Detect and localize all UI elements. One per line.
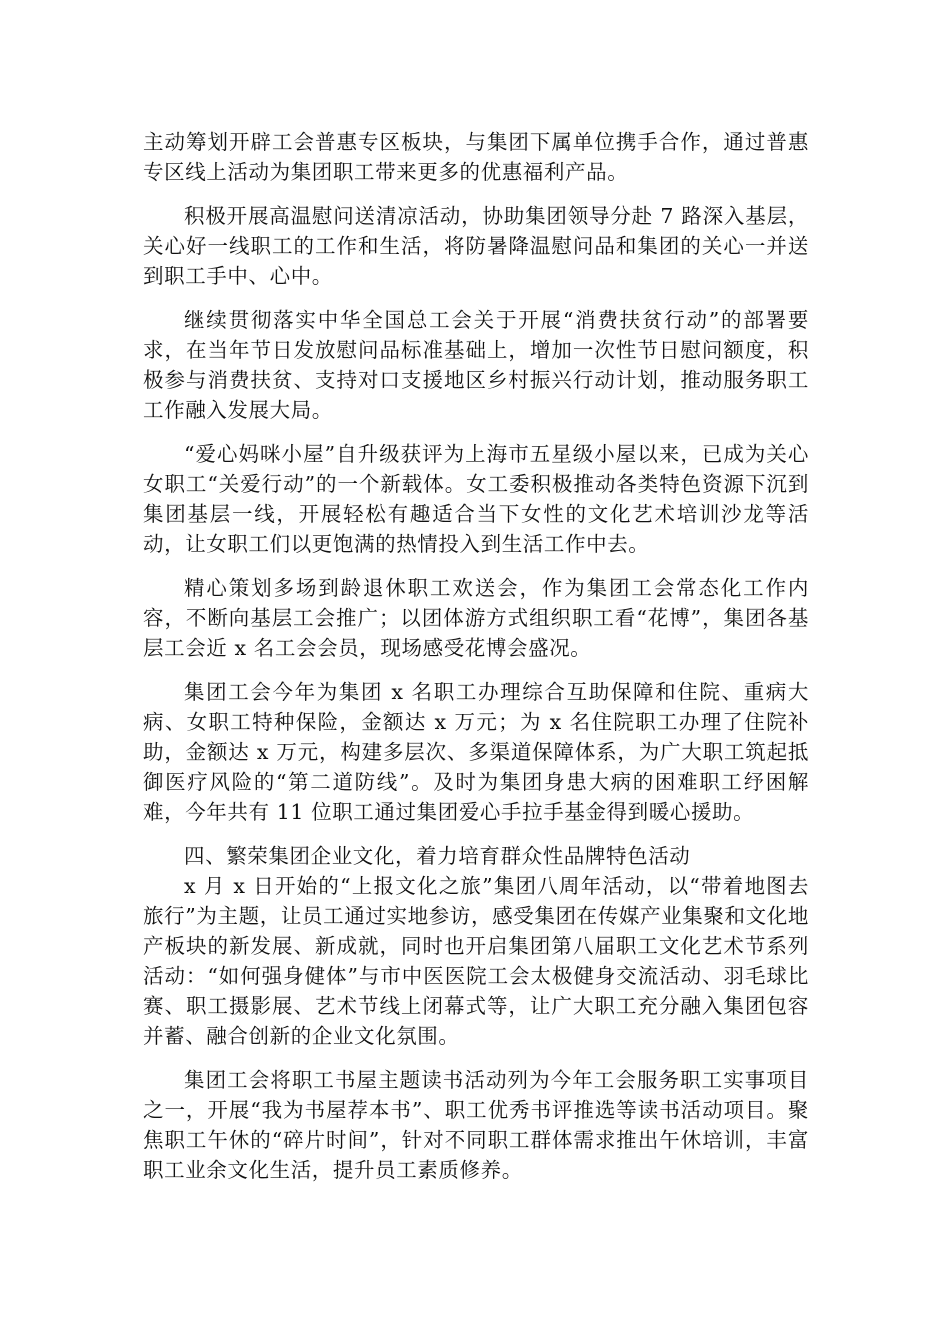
paragraph-3: 继续贯彻落实中华全国总工会关于开展“消费扶贫行动”的部署要求，在当年节日发放慰问品标准基础上，增加一次性节日慰问额度，积极参与消费扶贫、支持对口支援地区乡村振兴行动计划，推动服务职工工作融入发展大局。 (143, 308, 809, 422)
paragraph-6: 集团工会今年为集团 x 名职工办理综合互助保障和住院、重病大病、女职工特种保险，金额达 x 万元；为 x 名住院职工办理了住院补助，金额达 x 万元，构建多层次、多渠道保障体系，为广大职工筑起抵御医疗风险的“第二道防线”。及时为集团身患大病的困难职工纾困解难，今年共有 11 位职工通过集团爱心手拉手基金得到暖心援助。 (143, 680, 809, 824)
paragraph-2: 积极开展高温慰问送清凉活动，协助集团领导分赴 7 路深入基层，关心好一线职工的工作和生活，将防暑降温慰问品和集团的关心一并送到职工手中、心中。 (143, 204, 809, 288)
paragraph-5: 精心策划多场到龄退休职工欢送会，作为集团工会常态化工作内容，不断向基层工会推广；以团体游方式组织职工看“花博”，集团各基层工会近 x 名工会会员，现场感受花博会盛况。 (143, 576, 809, 660)
document-body (143, 127, 809, 1199)
paragraph-1: 主动筹划开辟工会普惠专区板块，与集团下属单位携手合作，通过普惠专区线上活动为集团职工带来更多的优惠福利产品。 (143, 130, 809, 184)
section-heading: 四、繁荣集团企业文化，着力培育群众性品牌特色活动 (184, 844, 691, 868)
paragraph-7: x 月 x 日开始的“上报文化之旅”集团八周年活动，以“带着地图去旅行”为主题，让员工通过实地参访，感受集团在传媒产业集聚和文化地产板块的新发展、新成就，同时也开启集团第八届职工文化艺术节系列活动：“如何强身健体”与市中医医院工会太极健身交流活动、羽毛球比赛、职工摄影展、艺术节线上闭幕式等，让广大职工充分融入集团包容并蓄、融合创新的企业文化氛围。 (143, 874, 809, 1048)
paragraph-8: 集团工会将职工书屋主题读书活动列为今年工会服务职工实事项目之一，开展“我为书屋荐本书”、职工优秀书评推选等读书活动项目。聚焦职工午休的“碎片时间”，针对不同职工群体需求推出午休培训，丰富职工业余文化生活，提升员工素质修养。 (143, 1068, 809, 1182)
paragraph-4: “爱心妈咪小屋”自升级获评为上海市五星级小屋以来，已成为关心女职工“关爱行动”的一个新载体。女工委积极推动各类特色资源下沉到集团基层一线，开展轻松有趣适合当下女性的文化艺术培训沙龙等活动，让女职工们以更饱满的热情投入到生活工作中去。 (143, 442, 809, 556)
